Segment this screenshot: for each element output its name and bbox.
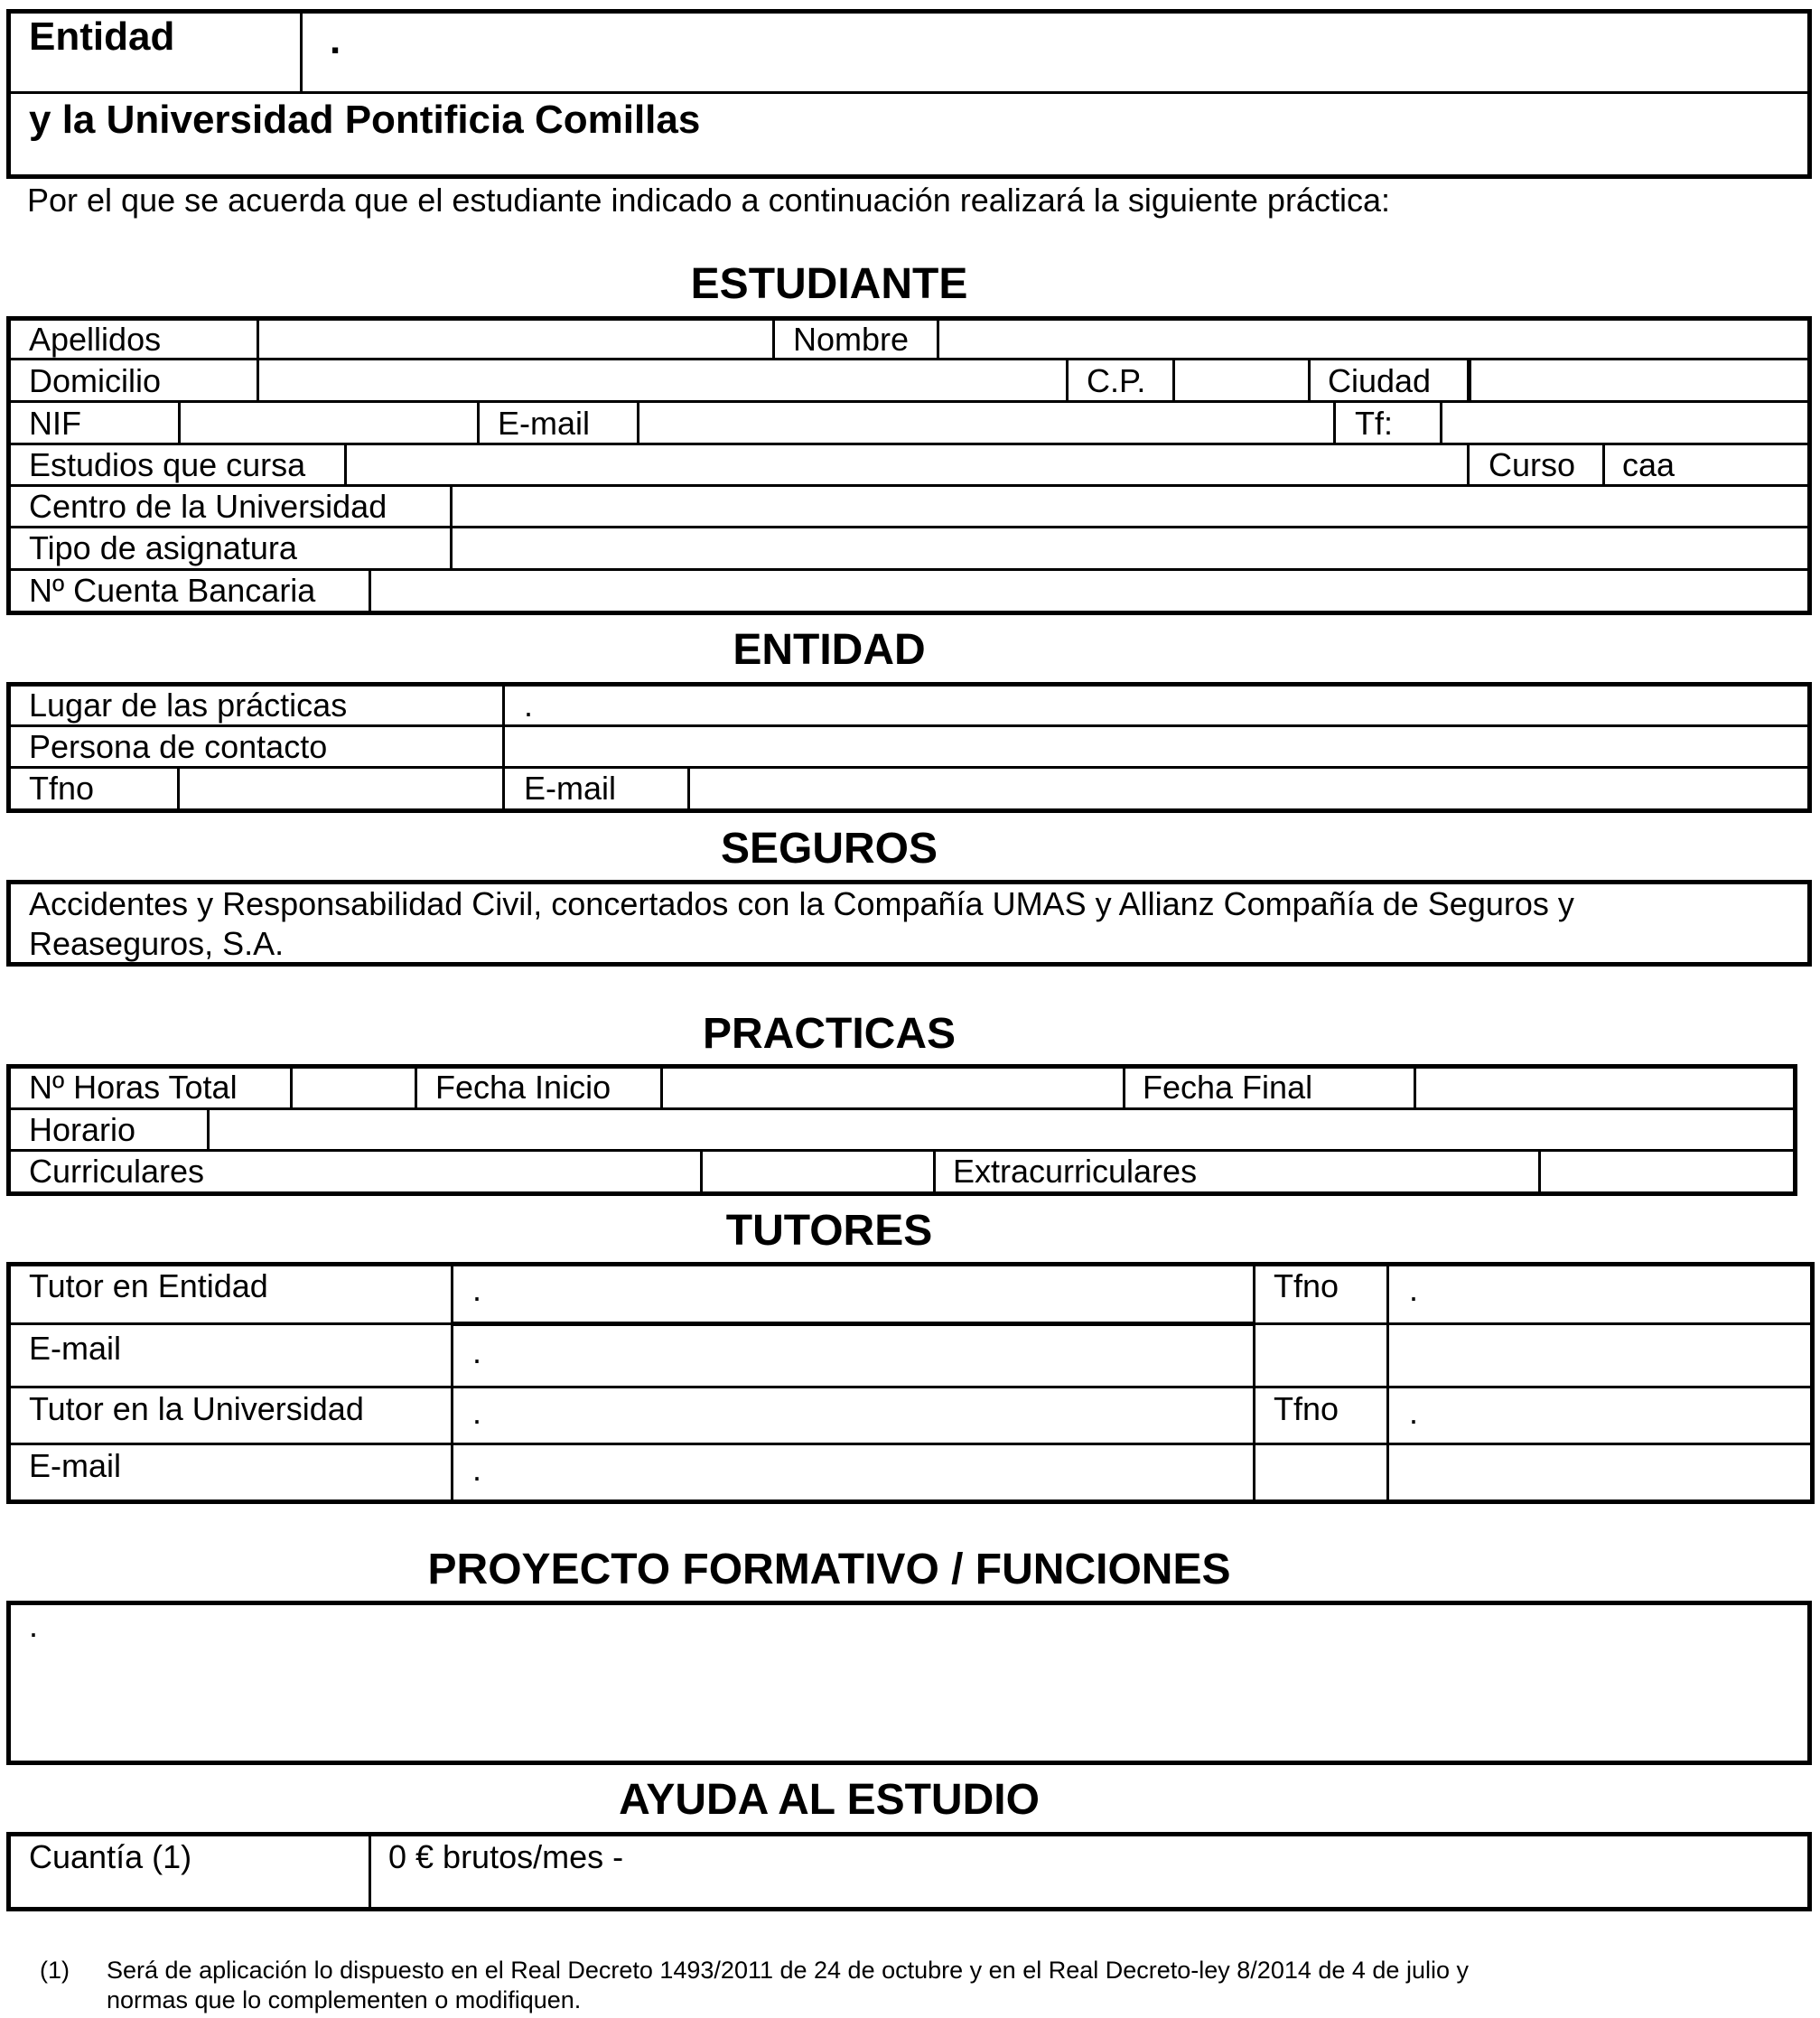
final-field[interactable] — [1419, 1070, 1791, 1104]
row-line — [9, 1386, 1812, 1388]
ayuda-table — [6, 1832, 1812, 1911]
estudiante-email-label: E-mail — [498, 405, 591, 442]
cell-divider — [1440, 402, 1442, 444]
cell-divider — [1308, 360, 1311, 401]
seguros-line2: Reaseguros, S.A. — [29, 925, 285, 962]
cell-divider — [1333, 402, 1336, 444]
header-row-line — [9, 91, 1809, 94]
cell-divider — [1467, 360, 1471, 401]
extracurriculares-field[interactable] — [1544, 1154, 1791, 1188]
final-label: Fecha Final — [1143, 1069, 1313, 1106]
cell-divider — [502, 684, 505, 810]
curriculares-label: Curriculares — [29, 1153, 205, 1190]
row-line — [9, 526, 1809, 528]
cell-divider — [1538, 1151, 1541, 1193]
contacto-label: Persona de contacto — [29, 728, 328, 765]
section-title-seguros: SEGUROS — [720, 825, 938, 873]
entidad-value[interactable]: . — [330, 18, 341, 62]
estudios-label: Estudios que cursa — [29, 446, 306, 483]
tutor-universidad-email-label: E-mail — [29, 1447, 122, 1484]
cell-divider — [1467, 444, 1470, 486]
header-divider — [300, 11, 303, 94]
cell-divider — [933, 1151, 936, 1193]
inicio-label: Fecha Inicio — [435, 1069, 611, 1106]
row-line — [9, 1149, 1795, 1152]
domicilio-field[interactable] — [262, 363, 1061, 397]
cell-divider — [257, 318, 259, 360]
tutor-universidad-value[interactable]: . — [472, 1394, 482, 1431]
cell-divider — [1602, 444, 1605, 486]
cell-divider — [207, 1109, 210, 1151]
row-line — [9, 724, 1809, 727]
curriculares-field[interactable] — [705, 1154, 929, 1188]
tutor-universidad-email-value[interactable]: . — [472, 1451, 482, 1488]
tutor-entidad-email-label: E-mail — [29, 1330, 122, 1367]
entidad-email-field[interactable] — [693, 771, 1806, 805]
tf-field[interactable] — [1445, 406, 1806, 440]
header-box — [6, 9, 1812, 179]
seguros-line1: Accidentes y Responsabilidad Civil, concertados con la Compañía UMAS y Allianz Compañía de Seguros y — [29, 885, 1574, 922]
tutor-universidad-label: Tutor en la Universidad — [29, 1390, 364, 1427]
horario-field[interactable] — [212, 1112, 1791, 1146]
proyecto-box[interactable] — [6, 1601, 1812, 1765]
curso-value[interactable]: caa — [1622, 446, 1675, 483]
ciudad-label: Ciudad — [1328, 362, 1432, 399]
cell-divider — [450, 486, 453, 528]
section-title-tutores: TUTORES — [725, 1207, 933, 1255]
cell-divider — [1386, 1264, 1389, 1502]
entidad-email-label: E-mail — [524, 770, 617, 807]
row-line — [453, 1322, 1255, 1326]
row-line — [9, 766, 1809, 769]
estudiante-email-field[interactable] — [642, 406, 1329, 440]
cell-divider — [178, 402, 181, 444]
section-title-ayuda: AYUDA AL ESTUDIO — [619, 1776, 1040, 1824]
cell-divider — [369, 1834, 371, 1910]
cell-divider — [451, 1264, 453, 1502]
apellidos-label: Apellidos — [29, 321, 162, 358]
contacto-field[interactable] — [508, 729, 1806, 763]
tutor-universidad-tfno-label: Tfno — [1274, 1390, 1339, 1427]
nombre-field[interactable] — [942, 322, 1805, 356]
section-title-entidad: ENTIDAD — [733, 626, 926, 674]
cell-divider — [177, 768, 180, 811]
tutor-universidad-tfno-value[interactable]: . — [1409, 1394, 1419, 1431]
entidad-tfno-field[interactable] — [182, 771, 500, 805]
extracurriculares-label: Extracurriculares — [953, 1153, 1198, 1190]
lugar-value[interactable]: . — [524, 687, 534, 724]
cell-divider — [369, 570, 371, 612]
cell-divider — [477, 402, 480, 444]
tutor-entidad-label: Tutor en Entidad — [29, 1267, 268, 1304]
tutor-entidad-tfno-label: Tfno — [1274, 1267, 1339, 1304]
nif-field[interactable] — [183, 406, 472, 440]
nif-label: NIF — [29, 405, 81, 442]
entidad-tfno-label: Tfno — [29, 770, 95, 807]
inicio-field[interactable] — [666, 1070, 1118, 1104]
footnote-line2: normas que lo complementen o modifiquen. — [107, 1986, 582, 2013]
cell-divider — [1253, 1264, 1255, 1502]
proyecto-value[interactable]: . — [29, 1607, 39, 1644]
cell-divider — [700, 1151, 703, 1193]
row-line — [9, 1443, 1812, 1445]
cell-divider — [257, 360, 259, 401]
entidad-label: Entidad — [29, 14, 175, 59]
cuenta-field[interactable] — [374, 573, 1806, 607]
section-title-estudiante: ESTUDIANTE — [690, 260, 968, 308]
centro-field[interactable] — [455, 489, 1806, 523]
tutor-entidad-email-value[interactable]: . — [472, 1333, 482, 1370]
centro-label: Centro de la Universidad — [29, 488, 387, 525]
cell-divider — [450, 528, 453, 569]
cell-divider — [290, 1066, 293, 1108]
tutor-entidad-tfno-value[interactable]: . — [1409, 1271, 1419, 1308]
tf-label: Tf: — [1355, 405, 1393, 442]
cell-divider — [1172, 360, 1175, 401]
tutores-table — [6, 1262, 1815, 1504]
horas-label: Nº Horas Total — [29, 1069, 238, 1106]
universidad-title: y la Universidad Pontificia Comillas — [29, 98, 701, 142]
curso-label: Curso — [1489, 446, 1576, 483]
row-line — [9, 1107, 1795, 1110]
nombre-label: Nombre — [793, 321, 910, 358]
section-title-proyecto: PROYECTO FORMATIVO / FUNCIONES — [427, 1546, 1231, 1593]
cell-divider — [660, 1066, 663, 1108]
cell-divider — [1123, 1066, 1125, 1108]
ciudad-field[interactable] — [1474, 363, 1806, 397]
cell-divider — [637, 402, 639, 444]
cell-divider — [415, 1066, 417, 1108]
cp-label: C.P. — [1087, 362, 1146, 399]
row-line — [9, 568, 1809, 571]
row-line — [9, 443, 1809, 445]
tutor-entidad-value[interactable]: . — [472, 1271, 482, 1308]
cell-divider — [687, 768, 690, 811]
footnote-line1: Será de aplicación lo dispuesto en el Real Decreto 1493/2011 de 24 de octubre y en el Real Decreto-ley 8/2014 de 4 de julio y — [107, 1957, 1469, 1984]
cell-divider — [344, 444, 347, 486]
intro-text: Por el que se acuerda que el estudiante indicado a continuación realizará la siguiente práctica: — [27, 182, 1390, 219]
cuantia-value[interactable]: 0 € brutos/mes - — [388, 1838, 624, 1875]
row-line — [9, 358, 1809, 360]
lugar-label: Lugar de las prácticas — [29, 687, 348, 724]
tipo-label: Tipo de asignatura — [29, 529, 297, 566]
footnote-marker: (1) — [40, 1957, 70, 1984]
cell-divider — [772, 318, 775, 360]
estudios-field[interactable] — [350, 447, 1462, 481]
section-title-practicas: PRACTICAS — [702, 1010, 956, 1058]
cell-divider — [937, 318, 939, 360]
horario-label: Horario — [29, 1111, 136, 1148]
apellidos-field[interactable] — [262, 322, 768, 356]
horas-field[interactable] — [295, 1070, 410, 1104]
cuantia-label: Cuantía (1) — [29, 1838, 192, 1875]
domicilio-label: Domicilio — [29, 362, 162, 399]
row-line — [9, 484, 1809, 487]
row-line — [9, 400, 1809, 403]
cuenta-label: Nº Cuenta Bancaria — [29, 572, 316, 609]
tipo-field[interactable] — [455, 530, 1806, 565]
cell-divider — [1414, 1066, 1416, 1108]
cp-field[interactable] — [1178, 363, 1304, 397]
cell-divider — [1066, 360, 1069, 401]
